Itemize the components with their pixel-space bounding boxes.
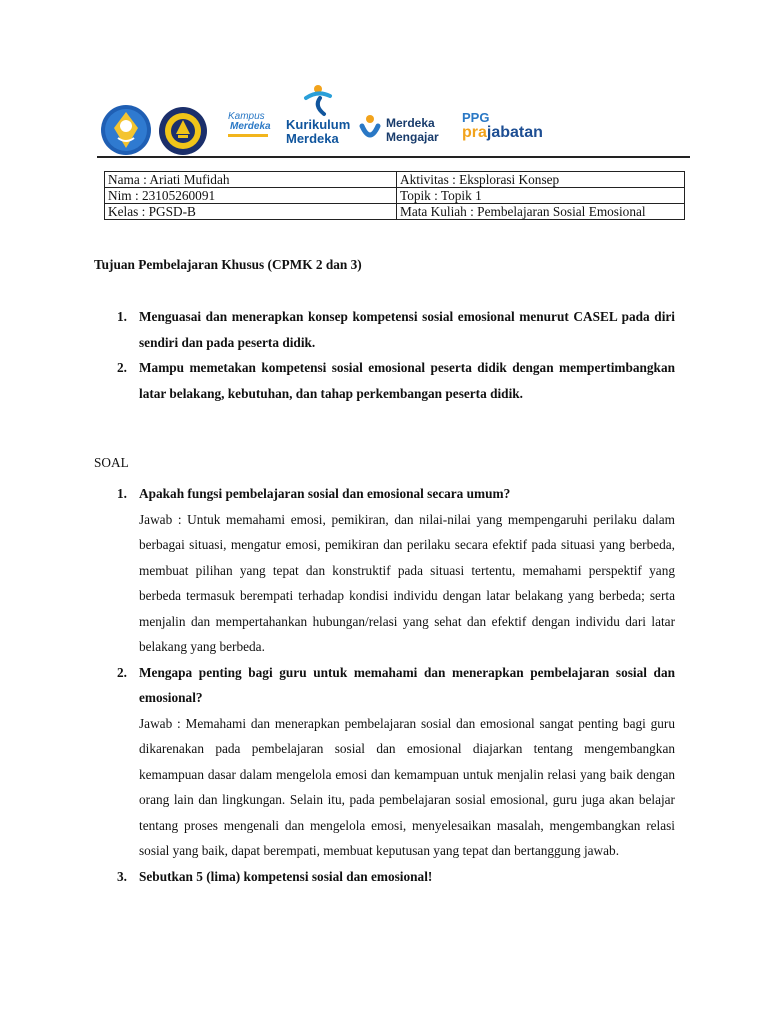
questions-list	[117, 481, 675, 889]
activity-cell: Aktivitas : Eksplorasi Konsep	[397, 172, 685, 188]
ppg-prajabatan-logo	[460, 110, 580, 150]
item-number: 1.	[117, 486, 127, 501]
course-cell: Mata Kuliah : Pembelajaran Sosial Emosional	[397, 204, 685, 220]
kampus-merdeka-logo	[228, 112, 276, 148]
merdeka-text: Merdeka	[230, 121, 271, 132]
merdeka-mengajar-figure-icon	[358, 114, 382, 146]
list-item	[117, 660, 675, 864]
list-item	[117, 304, 675, 355]
item-number: 2.	[117, 360, 127, 375]
kampus-bar	[228, 134, 268, 137]
list-item	[117, 481, 675, 660]
objectives-list	[117, 304, 675, 406]
mengajar-text: Mengajar	[386, 130, 439, 144]
university-seal-logo	[158, 106, 208, 156]
question-text: Apakah fungsi pembelajaran sosial dan emosional secara umum?	[139, 486, 511, 501]
kurikulum-merdeka-logo	[284, 84, 354, 154]
table-row	[105, 204, 685, 220]
merdeka-text: Merdeka	[286, 131, 339, 146]
ppg-text: PPG	[462, 110, 490, 125]
list-item	[117, 355, 675, 406]
soal-label: SOAL	[94, 455, 129, 470]
prajabatan-jabatan: jabatan	[486, 124, 543, 141]
answer-text: Jawab : Memahami dan menerapkan pembelajaran sosial dan emosional sangat penting bagi guru dikarenakan pada pembelajaran sosial dan emosional diajarkan tentang mengembangkan kemampuan dasar dalam mengelola emosi dan kemampuan untuk menjalin relasi yang baik dengan orang lain dan lingkungan. Selain itu, pada pembelajaran sosial emosional, guru juga akan belajar tentang proses mengenali dan mengelola emosi, menyelesaikan masalah, mengembangkan relasi sosial yang baik, dapat berempati, membuat keputusan yang tepat dan bertanggung jawab.	[139, 715, 675, 858]
prajabatan-pra: pra	[462, 124, 487, 141]
question-text: Mengapa penting bagi guru untuk memahami dan menerapkan pembelajaran sosial dan emosional?	[139, 664, 675, 705]
topic-cell: Topik : Topik 1	[397, 188, 685, 204]
question-text: Sebutkan 5 (lima) kompetensi sosial dan emosional!	[139, 868, 433, 884]
kurikulum-figure-icon	[298, 84, 338, 118]
student-info-table	[104, 171, 685, 220]
merdeka-text: Merdeka	[386, 116, 435, 130]
header-divider	[97, 156, 690, 158]
merdeka-mengajar-logo	[358, 114, 458, 154]
logo-row	[100, 84, 680, 156]
nim-cell: Nim : 23105260091	[105, 188, 397, 204]
objective-text: Mampu memetakan kompetensi sosial emosional peserta didik dengan mempertimbangkan latar belakang, kebutuhan, dan tahap perkembangan peserta didik.	[139, 360, 675, 401]
objectives-heading: Tujuan Pembelajaran Khusus (CPMK 2 dan 3)	[94, 257, 362, 272]
table-row	[105, 172, 685, 188]
objective-text: Menguasai dan menerapkan konsep kompetensi sosial emosional menurut CASEL pada diri sendiri dan pada peserta didik.	[139, 309, 675, 350]
table-row	[105, 188, 685, 204]
item-number: 2.	[117, 664, 127, 680]
name-cell: Nama : Ariati Mufidah	[105, 172, 397, 188]
list-item	[117, 864, 675, 890]
answer-text: Jawab : Untuk memahami emosi, pemikiran, dan nilai-nilai yang mempengaruhi perilaku dalam berbagai situasi, mengatur emosi, pemikiran dan perilaku secara efektif pada situasi yang berbeda, membuat pilihan yang tepat dan konstruktif pada situasi tertentu, memahami perspektif yang berbeda termasuk berempati terhadap kondisi individu dengan latar belakang yang berbeda; serta menjalin dan mempertahankan hubungan/relasi yang sehat dan efektif dengan individu dari latar belakang yang berbeda.	[139, 511, 675, 654]
kurikulum-text: Kurikulum	[286, 117, 351, 132]
kampus-text: Kampus	[228, 111, 265, 122]
class-cell: Kelas : PGSD-B	[105, 204, 397, 220]
item-number: 3.	[117, 868, 127, 884]
tut-wuri-handayani-logo	[100, 104, 152, 156]
item-number: 1.	[117, 309, 127, 324]
prajabatan-text	[462, 124, 543, 142]
